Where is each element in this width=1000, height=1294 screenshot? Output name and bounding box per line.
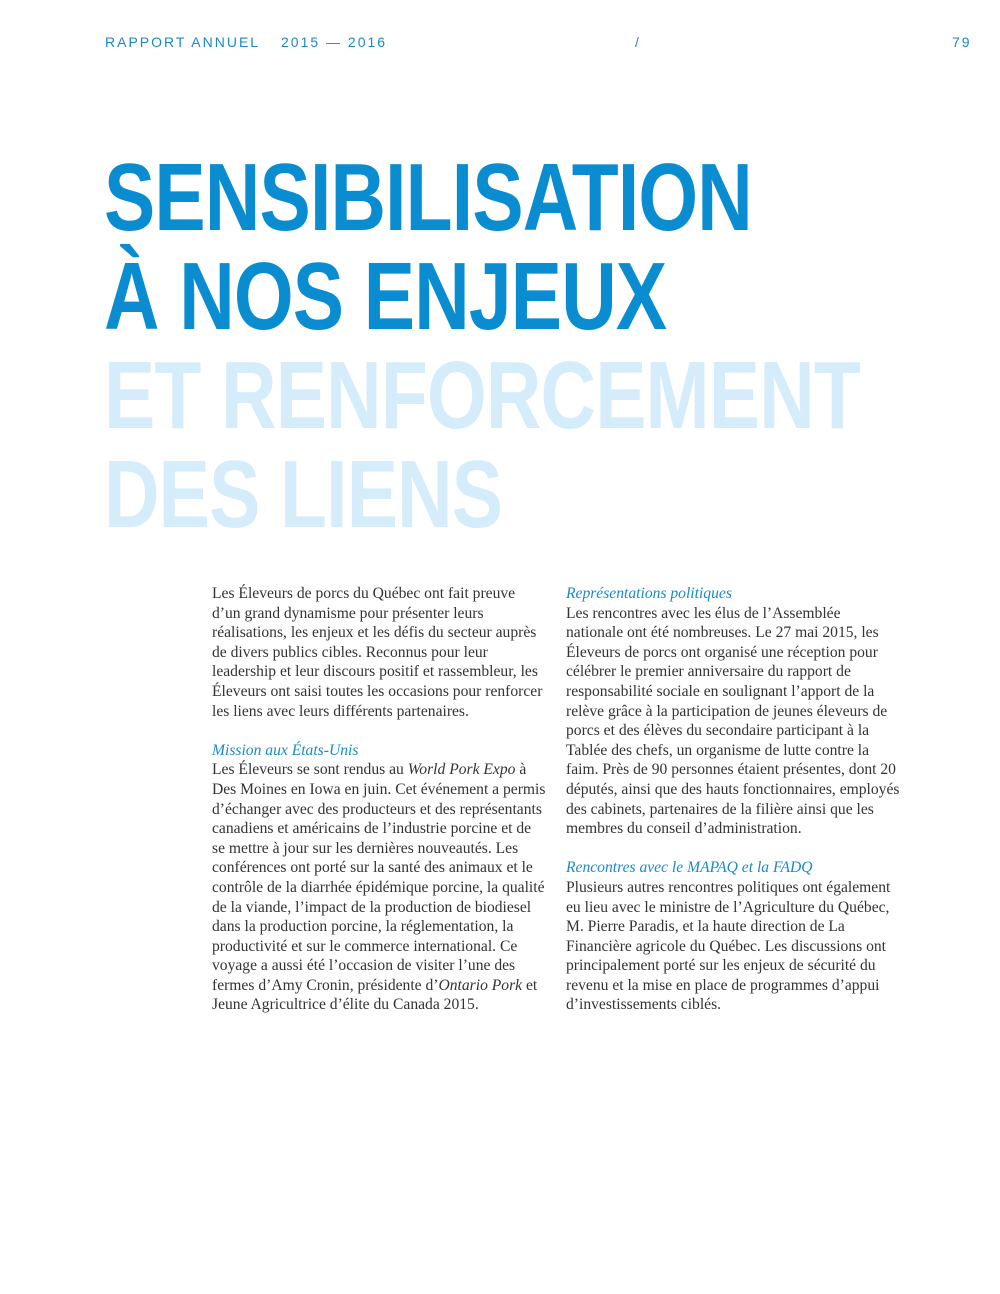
meetings-heading: Rencontres avec le MAPAQ et la FADQ	[566, 859, 813, 877]
headline-line-4: DES LIENS	[104, 441, 503, 548]
intro-paragraph: Les Éleveurs de porcs du Québec ont fait preuve d’un grand dynamisme pour présenter leurs réalisations, les enjeux et les défis du secteur auprès de divers publics cibles. Reconnus pour leur leadership et leur discours positif et rassembleur, les Éleveurs ont saisi toutes les occasions pour renforcer les liens avec leurs différents partenaires.	[212, 585, 543, 720]
mission-text-1: Les Éleveurs se sont rendus au	[212, 761, 408, 779]
page-number: 79	[952, 34, 972, 50]
report-title: RAPPORT ANNUEL	[105, 34, 261, 50]
headline-line-3: ET RENFORCEMENT	[104, 342, 860, 449]
meetings-text: Plusieurs autres rencontres politiques ont également eu lieu avec le ministre de l’Agriculture du Québec, M. Pierre Paradis, et la haute direction de La Financière agricole du Québec. Les discussions ont principalement porté sur les enjeux de sécurité du revenu et la mise en place de programmes d’appui d’investissements ciblés.	[566, 878, 891, 1014]
politics-heading: Représentations politiques	[566, 585, 732, 602]
mission-text-2: à Des Moines en Iowa en juin. Cet événement a permis d’échanger avec des producteurs et des représentants canadiens et américains de l’industrie porcine et de se mettre à jour sur les dernières nouveautés. Les conférences ont porté sur la santé des animaux et le contrôle de la diarrhée épidémique porcine, la qualité de la viande, l’impact de la production de biodiesel dans la production porcine, la réglementation, la productivité et sur le commerce international. Ce voyage a aussi été l’occasion de visiter l’une des fermes d’Amy Cronin, présidente d’	[212, 761, 546, 994]
headline-line-1: SENSIBILISATION	[104, 144, 752, 251]
report-years: 2015 — 2016	[281, 34, 388, 50]
page-header	[0, 34, 1000, 58]
politics-text: Les rencontres avec les élus de l’Assemblée nationale ont été nombreuses. Le 27 mai 2015, les Éleveurs de porcs ont organisé une réception pour célébrer le premier anniversaire du rapport de responsabilité sociale en soulignant l’apport de la relève grâce à la participation de jeunes éleveurs de porcs et des élèves du secondaire participant à la Tablée des chefs, un organisme de lutte contre la faim. Près de 90 personnes étaient présentes, dont 20 députés, ainsi que des hauts fonctionnaires, employés des cabinets, partenaires de la filière ainsi que les membres du conseil d’administration.	[566, 604, 900, 838]
mission-heading: Mission aux États-Unis	[212, 741, 359, 759]
header-separator: /	[635, 34, 641, 50]
page-headline	[104, 144, 860, 548]
headline-line-2: À NOS ENJEUX	[104, 243, 667, 350]
mission-text-3: et Jeune Agricultrice d’élite du Canada 2015.	[212, 976, 538, 1014]
mission-event-name: World Pork Expo	[407, 761, 516, 779]
politics-section	[566, 584, 901, 839]
right-column	[566, 584, 901, 1035]
left-column	[212, 584, 547, 1035]
meetings-section	[566, 858, 901, 1015]
mission-org-name: Ontario Pork	[438, 976, 523, 994]
mission-section	[212, 741, 547, 1015]
